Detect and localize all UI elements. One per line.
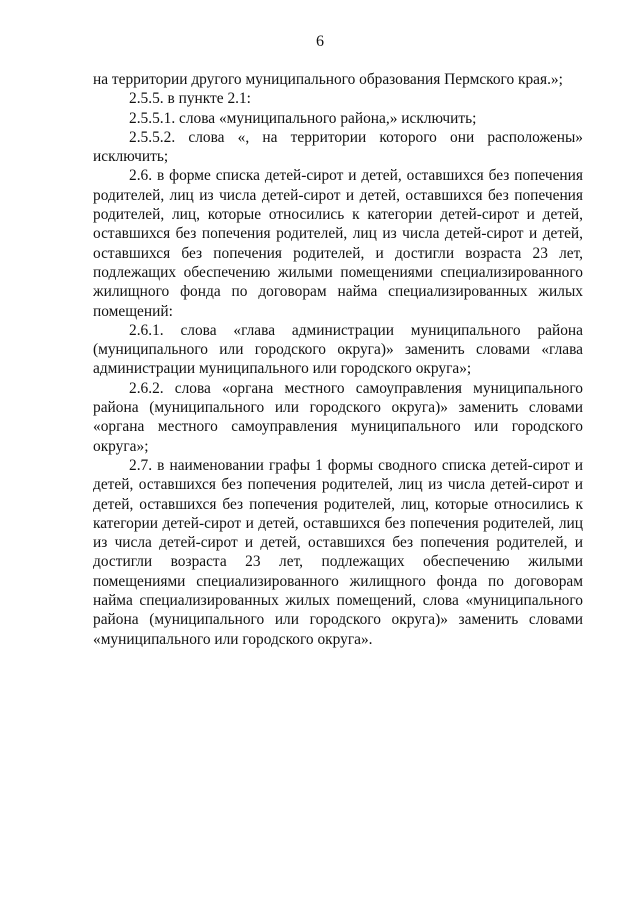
paragraph-2-7: 2.7. в наименовании графы 1 формы сводного списка детей-сирот и детей, оставшихся без попечения родителей, лиц из числа детей-сирот и детей, оставшихся без попечения родителей, лиц, которые относились к категории детей-сирот и детей, оставшихся без попечения родителей, лиц из числа детей-сирот и детей, оставшихся без попечения родителей, и достигли возраста 23 лет, подлежащих обеспечению жилыми помещениями специализированного жилищного фонда по договорам найма специализированных жилых помещений, слова «муниципального района (муниципального или городского округа)» заменить словами «муниципального или городского округа». <box>93 456 583 648</box>
page-number: 6 <box>316 33 324 50</box>
paragraph-2-6-2: 2.6.2. слова «органа местного самоуправления муниципального района (муниципального или городского округа)» заменить словами «органа местного самоуправления муниципального или городского округа»; <box>93 379 583 455</box>
paragraph-continuation: на территории другого муниципального образования Пермского края.»; <box>93 71 563 88</box>
paragraph-2-6-1: 2.6.1. слова «глава администрации муниципального района (муниципального или городского округа)» заменить словами «глава администрации муниципального или городского округа»; <box>93 321 583 378</box>
paragraph-2-5-5-1: 2.5.5.1. слова «муниципального района,» исключить; <box>129 109 477 127</box>
paragraph-2-6: 2.6. в форме списка детей-сирот и детей, оставшихся без попечения родителей, лиц из числа детей-сирот и детей, оставшихся без попечения родителей, лиц, которые относились к категории детей-сирот и детей, оставшихся без попечения родителей, лиц из числа детей-сирот и детей, оставшихся без попечения родителей, и достигли возраста 23 лет, подлежащих обеспечению жилыми помещениями специализированного жилищного фонда по договорам найма специализированных жилых помещений: <box>93 167 583 320</box>
paragraph-2-5-5-2: 2.5.5.2. слова «, на территории которого они расположены» исключить; <box>93 128 583 166</box>
paragraph-2-5-5: 2.5.5. в пункте 2.1: <box>129 90 251 108</box>
document-body <box>93 70 583 649</box>
